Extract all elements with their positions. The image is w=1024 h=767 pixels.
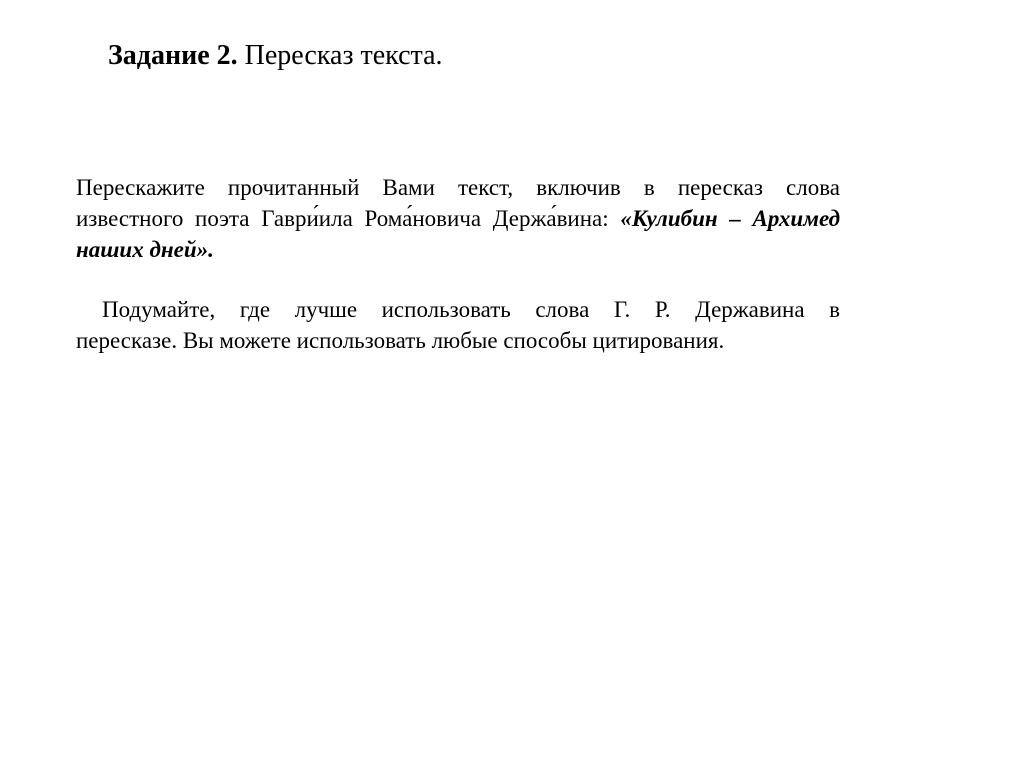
hint-line-1: Подумайте, где лучше использовать слова Г. Р. Державина в <box>102 297 840 322</box>
instruction-paragraph <box>76 172 840 265</box>
instruction-line-1: Перескажите прочитанный Вами текст, включив в пересказ слова <box>76 175 840 200</box>
hint-line-2: пересказе. Вы можете использовать любые способы цитирования. <box>76 328 725 353</box>
task-title-text: Пересказ текста. <box>237 40 443 71</box>
derzhavin-quote-end: наших дней». <box>76 237 214 262</box>
instruction-line-2-text: известного поэта Гаври́ила Рома́новича Держа́вина: <box>76 206 621 231</box>
task-title <box>108 38 443 74</box>
instruction-line-3 <box>76 234 840 265</box>
instruction-line-2 <box>76 203 840 234</box>
hint-paragraph <box>76 294 840 356</box>
task-number: Задание 2. <box>108 40 238 71</box>
derzhavin-quote-start: «Кулибин – Архимед <box>620 206 840 231</box>
